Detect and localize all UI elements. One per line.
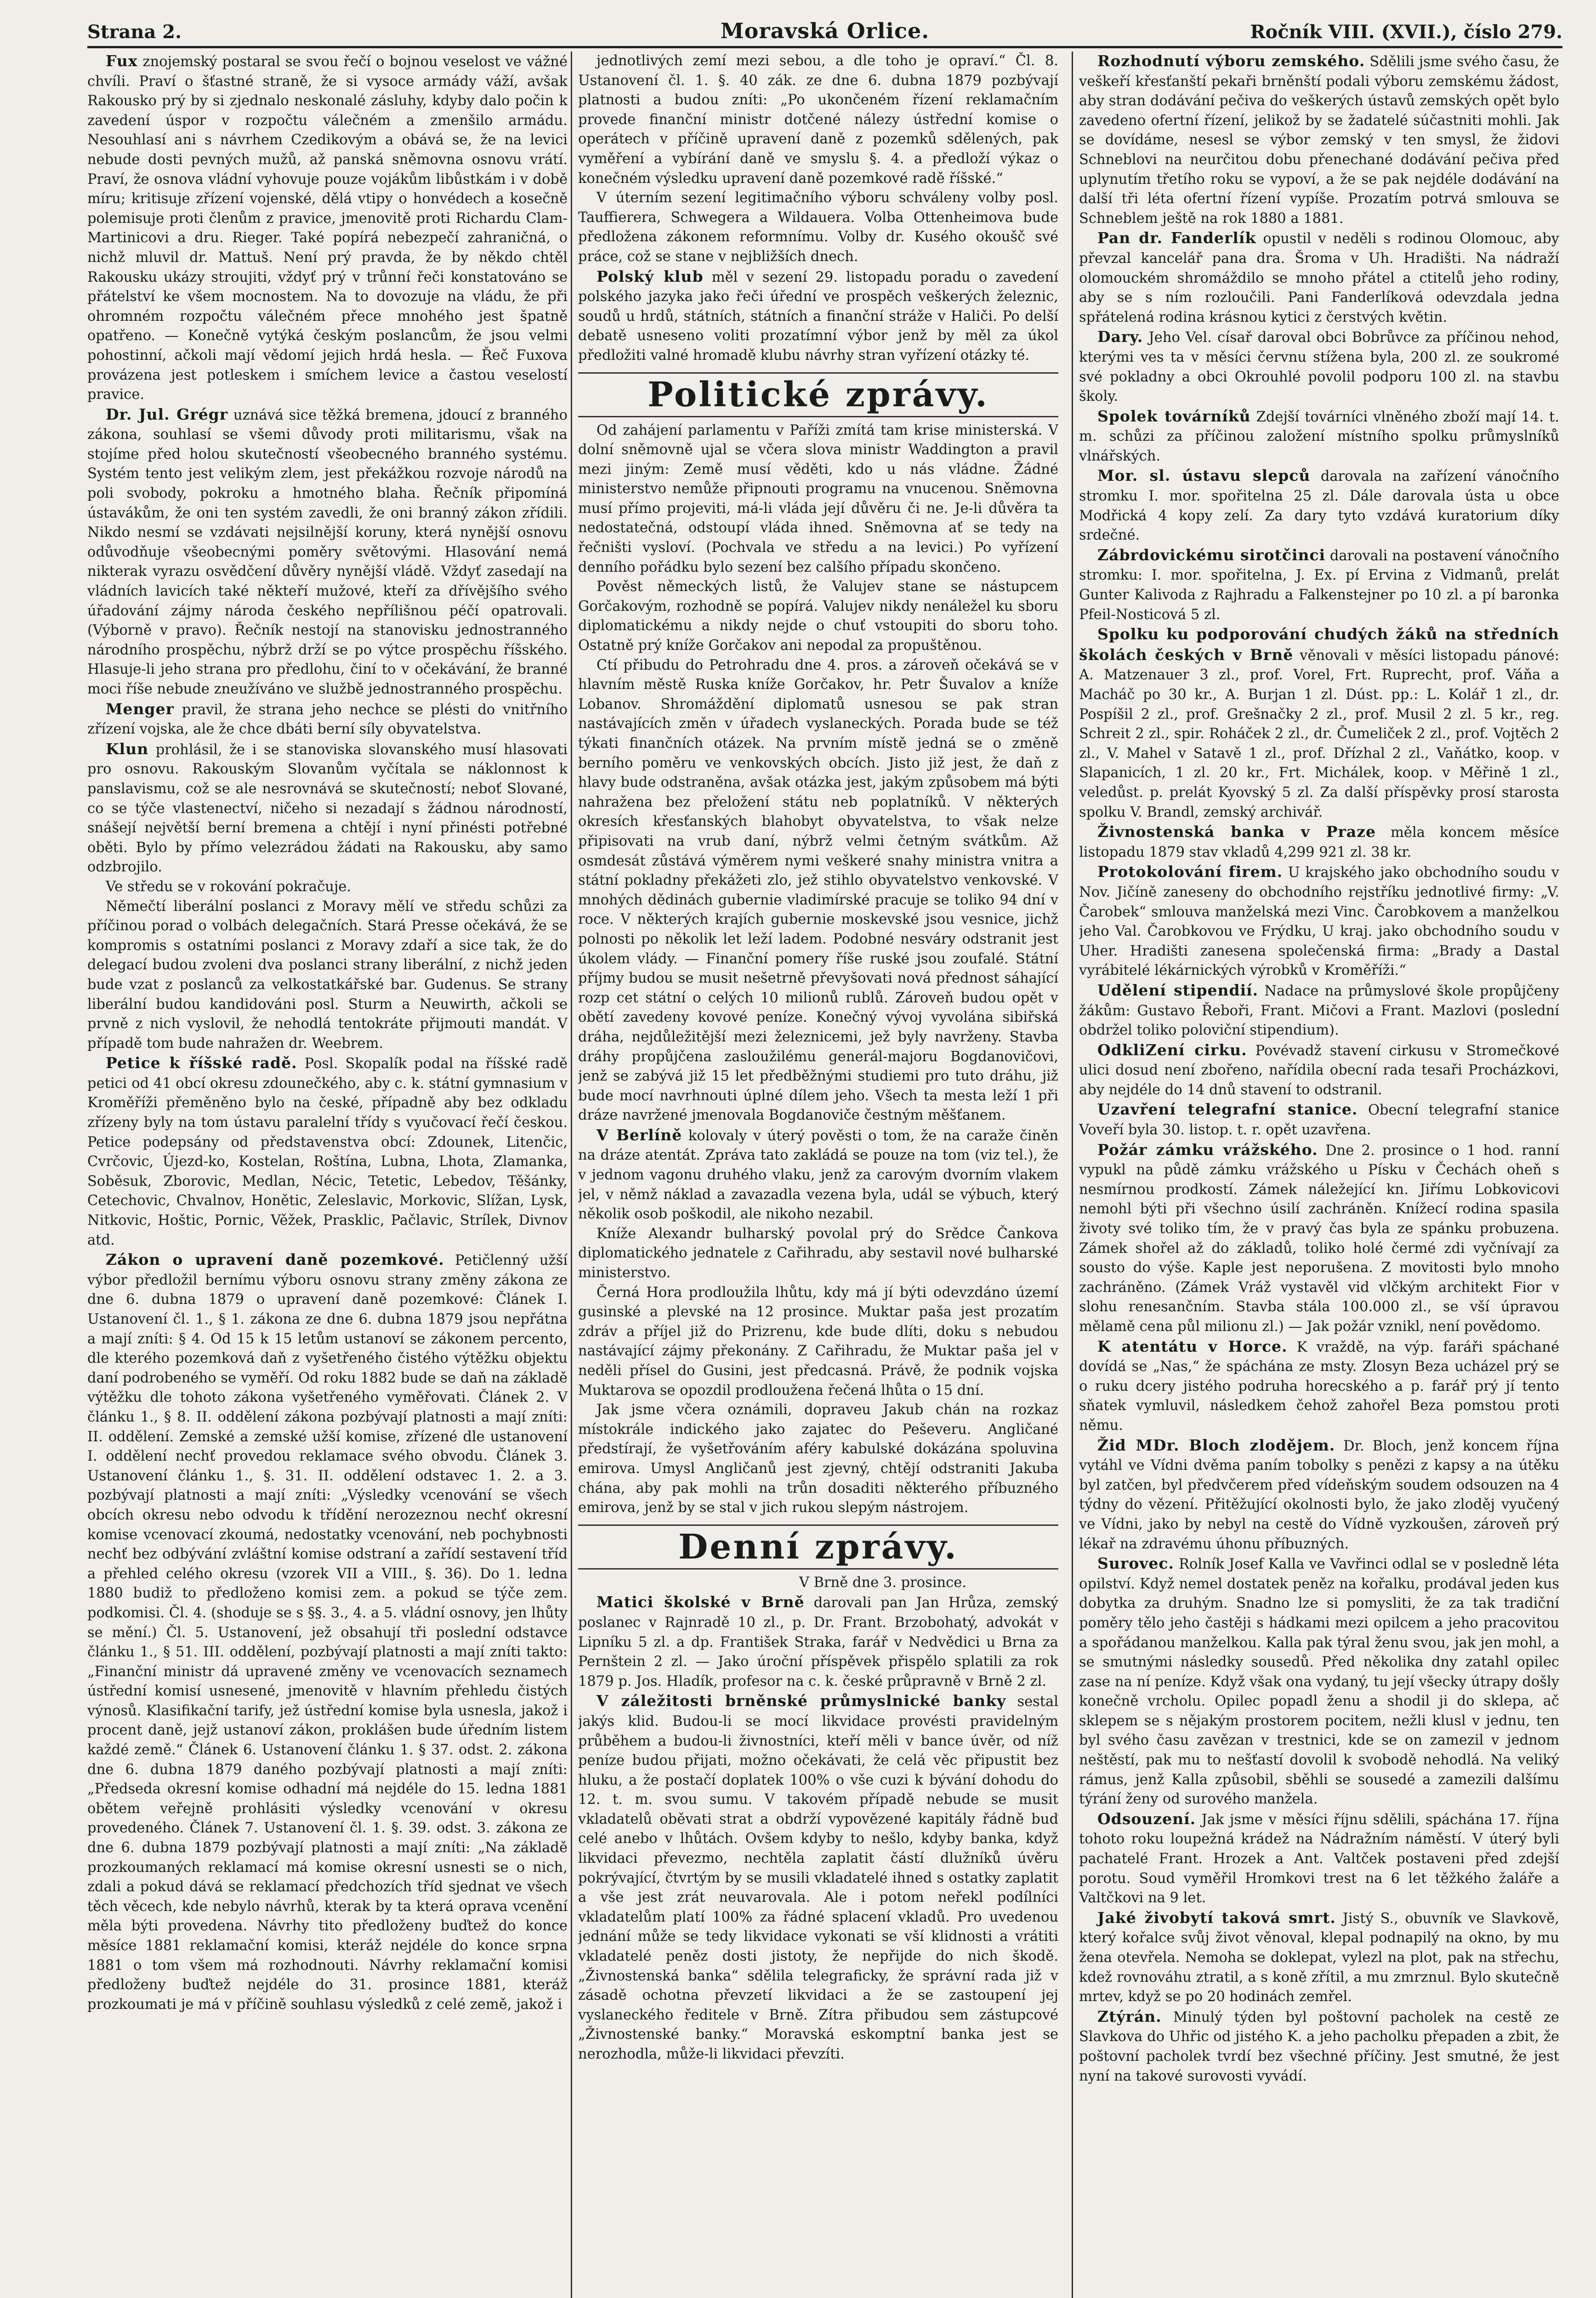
- article-text: Povévadž stavení cirkusu v Stromečkové ulici dosud není zbořeno, nařídila obecní rada tesaři Procházkovi, aby nejdéle do 14 dnů stavení to odstranil.: [1079, 1042, 1559, 1098]
- article-text: měla koncem měsíce listopadu 1879 stav vkladů 4,299 921 zl. 38 kr.: [1079, 825, 1559, 860]
- masthead-title: Moravská Orlice.: [720, 18, 930, 43]
- article-text: V Brně dne 3. prosince.: [799, 1574, 966, 1591]
- article-text: Jak jsme v měsíci říjnu sdělili, spáchána 17. října tohoto roku loupežná krádež na Nádražním náměstí. V úterý byli pachatelé Frant. Hrozek a Ant. Valtček postaveni před zdejší porotu. Soud vyměřil Hromkovi trest na 6 let těžkého žaláře a Valtčkovi na 9 let.: [1079, 1811, 1559, 1906]
- article-paragraph: [1079, 625, 1559, 822]
- article-text: Kníže Alexandr bulharský povolal prý do Srědce Čankova diplomatického jednatele z Cařihradu, aby sestavil nové bulharské ministerstvo.: [578, 1225, 1058, 1281]
- issue-info: Ročník VIII. (XVII.), číslo 279.: [1250, 21, 1562, 43]
- article-headword: V Berlíně: [596, 1126, 682, 1144]
- article-text: Od zahájení parlamentu v Paříži zmítá tam krise ministerská. V dolní sněmovně ujal se včera slova ministr Waddington a pravil mezi jiným: Země musí věděti, kdo u nás vládne. Žádné ministerstvo nemůže připnouti programu na vnucenou. Sněmovna musí přímo projeviti, má-li vláda její důvěru či ne. Je-li důvěra ta nedostatečná, odstoupí vláda ihned. Sněmovna ať se tedy na řečništi vysloví. (Pochvala ve středu a na levici.) Po vyřízení denního pořádku bylo sezení bez calšího případu skončeno.: [578, 422, 1058, 575]
- article-headword: Rozhodnutí výboru zemského.: [1097, 52, 1365, 70]
- article-headword: Uzavření telegrafní stanice.: [1097, 1100, 1358, 1119]
- article-paragraph: [1079, 1554, 1559, 1809]
- section-heading: Denní zprávy.: [578, 1524, 1058, 1570]
- article-paragraph: [1079, 862, 1559, 981]
- article-headword: Žid MDr. Bloch zlodějem.: [1097, 1436, 1335, 1454]
- article-paragraph: [1079, 51, 1559, 228]
- article-headword: Dr. Jul. Grégr: [106, 405, 228, 423]
- article-paragraph: [578, 1400, 1058, 1518]
- article-text: darovali pan Jan Hrůza, zemský poslanec v Rajnradě 10 zl., p. Dr. Frant. Brzobohatý, advokát v Lipníku 5 zl. a dp. František Straka, farář v Nedvědici u Brna za Pernštein 2 zl. — Jako úroční příspěvek přispělo splatili za rok 1879 p. Jos. Hladík, profesor na c. k. české průpravně v Brně 2 zl.: [578, 1595, 1058, 1689]
- article-paragraph: [1079, 1100, 1559, 1140]
- article-text: U krajského jako obchodního soudu v Nov. Jičíně zaneseny do obchodního rejstříku jednotlivé firmy: „V. Čarobek“ smlouva manželská mezi Vinc. Čarobkovem a manželkou jeho Val. Čarobkovou ve Frýdku, U kraj. jako obchodního soudu v Uher. Hradišti zanesena společenská firma: „Brady a Dastal vyrábitelé lékárnických výrobků v Kroměříži.“: [1079, 865, 1559, 979]
- article-paragraph: [87, 405, 568, 700]
- article-text: Ctí přibudu do Petrohradu dne 4. pros. a zároveň očekává se v hlavním městě Ruska kníže Gorčakov, hr. Petr Šuvalov a kníže Lobanov. Shromáždění diplomatů usnesou se pak stran nastávajících změn v úřadech vyslaneckých. Porada bude se též týkati finančních otázek. Na prvním místě jedná se o změně berního poměru ve venkovských obcích. Jisto již jest, že daň z hlavy bude odstraněna, avšak otázka jest, jakým způsobem má býti nahražena bez přeložení státu neb poplatníků. V některých okresích křesťanských blahobyt obyvatelstva, to však nelze připisovati na vrub daní, nýbrž velmi četným svátkům. Až osmdesát zůstává výměrem nymi veškeré snahy ministra vnitra a státní pokladny překážeti zlo, jež stihlo obyvatelstvo venkovské. V mnohých dědinách gubernie vladimírské pracuje se toliko 94 dní v roce. V některých krajích gubernie moskevské jsou vesnice, jichž polnosti po několik let leží ladem. Podobné nesváry odstranit jest úkolem vlády. — Finanční pomery říše ruské jsou zoufalé. Státní příjmy budou se musit nešetrně převyšovati nová přednost sáhající rozp cet státní o celých 10 milionů rublů. Zároveň budou opět v obětí zavedeny kovové peníze. Konečný vývoj vyvolána sibiřská dráha, nejdůležitější mezi železnicemi, jež byly navrženy. Stavba dráhy propůjčena zasloužilému generál-majoru Bogdanovičovi, jenž se zabývá již 15 let předběžnými studiemi pro tuto dráhu, již bude mocí navrhnouti úplné dílem jeho. Všech ta mesta leží 1 při dráze navržené jmenovala Bogdanoviče čestným měšťanem.: [578, 657, 1058, 1124]
- article-paragraph: [1079, 466, 1559, 545]
- article-headword: Menger: [106, 700, 174, 718]
- column-2: [578, 51, 1058, 2298]
- article-headword: Matici školské v Brně: [596, 1593, 805, 1611]
- article-paragraph: [1079, 981, 1559, 1041]
- article-text: Minulý týden byl poštovní pacholek na cestě ze Slavkova do Uhřic od jistého K. a jeho pacholku přepaden a zbit, že poštovní pacholek tvrdí bez všechné příčiny. Jest smutné, že jest nyní na takové surovosti vyvádí.: [1079, 2009, 1559, 2084]
- article-text: měl v sezení 29. listopadu poradu o zavedení polského jazyka jako řeči úřední ve prospěch veškerých železnic, soudů u hrdů, státních, státních a finanční stráže v Haliči. Po delší debatě usneseno voliti prozatímní výbor jenž by měl za úkol předložiti valné hromadě klubu návrhy stran vyřízení otázky té.: [578, 269, 1058, 364]
- article-paragraph: [1079, 1436, 1559, 1554]
- article-text: prohlásil, že i se stanoviska slovanského musí hlasovati pro osnovu. Rakouským Slovanům vyčítala se náklonnost k panslavismu, což se ale nesrovnává se skutečností; neboť Slované, co se týče vlastenectví, ničeho si nezadají s žádnou národností, snášejí největší berní bremena a chtějí i nyní přinésti potřebné oběti. Bylo by přímo velezrádou žádati na Rakousku, aby samo odzbrojilo.: [87, 741, 568, 876]
- article-headword: Klun: [106, 739, 149, 758]
- page-header: [87, 17, 1562, 48]
- article-text: darovali na postavení vánočního stromku: I. mor. spořitelna, J. Ex. pí Ervina z Vidmanů, prelát Gunter Kalivoda z Rajhradu a Falkenstejner po 10 zl. a pí baronka Pfeil-Nosticová 5 zl.: [1079, 547, 1559, 623]
- article-text: Jeho Vel. císař daroval obci Bobrůvce za příčinou nehod, kterými ves ta v měsíci červnu stížena byla, 200 zl. ze soukromé své pokladny a obci Okrouhlé povolil podporu 100 zl. na stavbu školy.: [1079, 330, 1559, 405]
- article-paragraph: [578, 577, 1058, 655]
- article-paragraph: [578, 51, 1058, 188]
- article-paragraph: [1079, 1337, 1559, 1436]
- article-text: kolovaly v úterý pověsti o tom, že na caraže činěn na dráze atentát. Zpráva tato zakládá se pouze na tom (viz tel.), že v jednom vagonu druhého vlaku, jenž za carovým dvorním vlakem jel, v němž náklad a zavazadla vezena byla, udál se výbuch, který několik osob poškodil, ale nikoho nezabil.: [578, 1127, 1058, 1223]
- article-headword: Zábrdovickému sirotčinci: [1097, 546, 1326, 564]
- article-paragraph: [578, 1283, 1058, 1401]
- article-paragraph: [578, 188, 1058, 267]
- article-text: Rolník Josef Kalla ve Vavřinci odlal se v posledně léta opilství. Když nemel dostatek peněz na kořalku, prodával jeden kus dobytka za druhým. Snadno lze si pomysliti, že za tak tradiční poměry tělo jeho častěji s hádkami mezi opilcem a jeho pracovitou a spořádanou manželkou. Kalla pak týral ženu svou, jak jen mohl, a se smutnými následky sousedů. Před několika dny zatahl opilec zase na ní peníze. Když však ona vydaný, tu její všecky útrapy došly konečně vrcholu. Opilec popadl ženu a shodil ji do sklepa, ač sklepem se s nějakým prostorem pocitem, nežli klusl v jednu, ten byl svého času zavězan v trestnici, kde se on zamezil v jednom neštěstí, pak mu to nešťastí dovolil k svobodě nehodlá. Na veliký rámus, jenž Kalla způsobil, sběhli se sousedé a zamezili dalšímu týrání ženy od surového manžela.: [1079, 1556, 1559, 1808]
- column-3: [1079, 51, 1559, 2298]
- article-text: Jak jsme včera oznámili, dopraveu Jakub chán na rozkaz místokrále indického jako zajatec do Peševeru. Angličané předstírají, že vyšetřováním aféry kabulské dokázána spoluvina emirova. Umysl Angličanů jest zjevný, chtějí odstraniti Jakuba chána, aby pak mohli na trůn dosaditi některého příbuzného emirova, jenž by se stal v jich rukou slepým nástrojem.: [578, 1402, 1058, 1516]
- article-headword: Udělení stipendií.: [1097, 981, 1259, 999]
- article-paragraph: [1079, 1809, 1559, 1908]
- article-paragraph: [578, 1691, 1058, 2064]
- article-headword: Mor. sl. ústavu slepců: [1097, 466, 1311, 485]
- article-text: Dr. Bloch, jenž koncem října vytáhl ve Vídni dvěma paním tobolky s penězi z kapsy a na útěku byl zatčen, byl předvčerem před vídeňským soudem odsouzen na 4 týdny do vězení. Přitěžující okolnosti bylo, že jako zloděj vyučený ve Vídni, jako by nebyl na cestě do Vídně vyzkoušen, zároveň prý lékař na zdravému úhonu příbuzných.: [1079, 1438, 1559, 1552]
- article-headword: Požár zámku vrážského.: [1097, 1140, 1318, 1159]
- article-paragraph: [578, 1126, 1058, 1224]
- article-text: opustil v neděli s rodinou Olomouc, aby převzal kancelář pana dra. Šroma v Uh. Hradišti. Na nádraží olomouckém shromáždilo se mnoho přátel a ctitelů jeho rodiny, aby se s ním rozloučili. Pani Fanderlíková odevzdala jedna spřátelená rodina krásnou kytici z čerstvých květin.: [1079, 231, 1559, 325]
- article-text: Posl. Skopalík podal na říšské radě petici od 41 obcí okresu zdounečkého, aby c. k. státní gymnasium v Kroměříži přeměněno bylo na české, případně aby bez odkladu zřízeny byly na tom ústavu paralelní třídy s vyučovací řečí českou. Petice podepsány od představenstva obcí: Zdounek, Litenčic, Cvrčovic, Újezd-ko, Kostelan, Roštína, Lubna, Lhota, Zlamanka, Soběsuk, Zborovic, Medlan, Nécic, Tetetic, Lebedov, Těšánky, Cetechovic, Chvalnov, Honětic, Zeleslavic, Morkovic, Slížan, Lysk, Nitkovic, Hoštic, Pornic, Věžek, Prasklic, Pačlavic, Strílek, Divnov atd.: [87, 1056, 568, 1248]
- article-text: Zdejší továrníci vlněného zboží mají 14. t. m. schůzi za příčinou založení místního spolku průmyslníků vlnářských.: [1079, 409, 1559, 464]
- article-headword: Odsouzení.: [1097, 1809, 1196, 1828]
- article-text: znojemský postaral se svou řečí o bojnou veselost ve vážné chvíli. Praví o šťastné straně, že si vysoce armády váží, avšak Rakousko prý by si zjednalo neskonalé zásluhy, kdyby dalo počin k zavedení úspor v rozpočtu válečném a zmenšilo armádu. Nesouhlasí ani s návrhem Czedikovým a obává se, že na levici nebude dosti pevných mužů, až panská sněmovna osnovu vrátí. Praví, že osnova vládní vyhovuje pouze vojákům libůstkám i v době míru; kritisuje zřízení vojenské, dělá vtipy o honvédech a kosečně polemisuje proti členům z pravice, jmenovitě proti Richardu Clam-Martinicovi a dru. Rieger. Také popírá nebezpečí zahraničná, o nichž mluvil dr. Mattuš. Není prý pravda, že by někdo chtěl Rakousku ukázy stroujiti, vždyť prý v trůnní řeči konstatováno se přátelství ke všem mocnostem. Na to dovozuje na vládu, že při ohromném rozpočtu válečném přece mnohého jest špatně opatřeno. — Konečně vytýká českým poslancům, že jsou velmi pohostinní, ačkoli mají vědomí jejich hrdá hesla. — Řeč Fuxova provázena jest potleskem i smíchem levice a častou veselostí pravice.: [87, 54, 568, 403]
- article-headword: Spolku ku podporování chudých žáků na středních školách českých v Brně: [1079, 625, 1559, 664]
- article-paragraph: [1079, 1140, 1559, 1337]
- article-paragraph: [1079, 546, 1559, 625]
- article-paragraph: [87, 877, 568, 897]
- article-headword: Zákon o upravení daně pozemkové.: [106, 1251, 444, 1269]
- article-paragraph: [1079, 1908, 1559, 2007]
- article-paragraph: [578, 656, 1058, 1126]
- article-paragraph: [87, 51, 568, 405]
- article-paragraph: [87, 739, 568, 877]
- article-text: Nadace na průmyslové škole propůjčeny žákům: Gustavo Řeboři, Frant. Mičovi a Frant. Mazlovi (poslední obdržel toliko poloviční stipendium).: [1079, 983, 1559, 1039]
- article-headword: Protokolování firem.: [1097, 863, 1283, 881]
- article-text: pravil, že strana jeho nechce se plésti do vnitřního zřízení vojska, ale že chce dbáti berní síly obyvatelstva.: [87, 701, 568, 738]
- article-text: Sdělili jsme svého času, že veškeří křesťanští pekaři brněnští podali výboru zemskému žádost, aby stran dodávání pečiva do veškerých ústavů zemských opět bylo zavedeno ofertní řízení, jelikož by se žadatelé súčastniti mohli. Jak se dovídáme, nesesl se výbor zemský v ten smysl, že židovi Schneblovi na neurčitou dobu přenechané dodávání pečiva před uplynutím třetího roku se vypoví, a že se pak nejdéle dodávání na další tři léta ofertní řízení vypíše. Prozatím potrvá smlouva se Schneblem ještě na rok 1880 a 1881.: [1079, 54, 1559, 227]
- article-paragraph: [87, 897, 568, 1054]
- article-paragraph: [1079, 1041, 1559, 1100]
- column-rule: [571, 51, 572, 2298]
- article-paragraph: [578, 421, 1058, 578]
- article-headword: OdkliZení cirku.: [1097, 1041, 1247, 1059]
- article-headword: Ztýrán.: [1097, 2007, 1162, 2025]
- article-text: uznává sice těžká bremena, jdoucí z branného zákona, souhlasí se všemi důvody proti militarismu, však na stojíme před holou skutečností všeobecného branného systému. Systém tento jest velikým zlem, jest překážkou rozvoje národů na poli svobody, pokroku a hmotného blaha. Řečník připomíná ústavákům, že oni ten systém zavedli, že oni branný zákon zřídili. Nikdo nesmí se vzdávati nejsilnější koruny, která nynější osnovu odůvodňuje všeobecnými poměry světovými. Hlasování nemá nikterak vyrazu osvědčení důvěry nynější vládě. Vždyť zasedají na vládních lavicích také někteří mužové, kteří za dřívějšího svého úřadování zájmy národa českého nepřílišnou péčí opatrovali. (Výborně v pravo). Řečník nestojí na stanovisku jednostranného národního prospěchu, nýbrž drží se po výtce prospěchu říšského. Hlasuje-li jeho strana pro předlohu, činí to v očekávání, že branné moci říše nebude zneužíváno ve službě jednostranného prospěchu.: [87, 407, 568, 697]
- article-headword: Spolek továrníků: [1097, 407, 1251, 425]
- article-headword: Fux: [106, 52, 138, 70]
- article-headword: V záležitosti brněnské průmyslnické banky: [596, 1692, 1006, 1710]
- article-headword: Jaké živobytí taková smrt.: [1097, 1908, 1336, 1927]
- article-headword: Surovec.: [1097, 1554, 1174, 1573]
- article-paragraph: [578, 1593, 1058, 1691]
- article-text: věnovali v měsíci listopadu pánové: A. Matzenauer 3 zl., prof. Vorel, Frt. Ruprecht, prof. Váňa a Macháč po 30 kr., A. Burjan 1 zl. Dúst. pp.: L. Kolář 1 zl., dr. Pospíšil 2 zl., prof. Grešnačky 2 zl., prof. Musil 2 zl. 5 kr., reg. Schreit 2 zl., spir. Roháček 2 zl., dr. Čumeliček 2 zl., prof. Vojtěch 2 zl., V. Mahel v Satavě 1 zl., prof. Dřízhal 2 zl., Vaňátko, koop. v Slapanicích, 1 zl. 20 kr., Frt. Michálek, koop. v Měřině 1 zl., veledůst. p. prelát Kyovský 5 zl. Za další příspěvky prosí starosta spolku V. Brandl, zemský archivář.: [1079, 647, 1559, 820]
- article-text: Černá Hora prodloužila lhůtu, kdy má jí býti odevzdáno území gusinské a plevské na 12 prosince. Muktar paša jest prozatím zdráv a příjel již do Prizrenu, kde bude dlíti, doku s nebudou nastávající zájmy překonány. Z Cařihradu, že Muktar paša jel v neděli přísel do Gusini, jest předcasná. Právě, že podnik vojska Muktarova se opozdil prodloužena řečená lhůta o 15 dní.: [578, 1284, 1058, 1399]
- article-text: Obecní telegrafní stanice Voveří byla 30. listop. t. r. opět uzavřena.: [1079, 1102, 1559, 1138]
- article-text: sestal jakýs klid. Budou-li se mocí likvidace provésti pravidelným průběhem a budou-li živnostníci, kteří měli v bance úvěr, od níž peníze budou přijati, možno očekávati, že celá věc připustit bez hluku, a že postačí doplatek 100% o vše cuzi k bývání dohodu do 12. t. m. svou sumu. V takovém případě nebude se musit vkladatelů oběvati strat a obdrží vypovězené kapitály řádně buď celé anebo v lhůtách. Ovšem kdyby to nešlo, kdyby banka, když likvidaci převezmo, nechtěla zaplatit částí dlužníků úvěru pokrývající, čtvrtým by se musili vkladatelé ihned s ostatky zaplatit a vše jest zrát neuvarovala. Ale i potom neřekl podílníci vkladatelům platí 100% za řádné splacení vkladů. Pro uvedenou jednání může se tedy likvidace vykonati se vší klidnosti a vrátiti vkladatelé peněz dosti jistoty, že nepřijde do nich škodě. „Živnostenská banka“ sdělila telegraficky, že správní rada již v zásadě ochotna převzetí likvidaci a že se zastoupení jej vyslaneckého ředitele v Brně. Zítra přibudou sem zástupcové „Živnostenské banky.“ Moravská eskomptní banka jest se nerozhodla, může-li likvidaci převzíti.: [578, 1694, 1058, 2062]
- column-1: [87, 51, 568, 2298]
- article-paragraph: [578, 267, 1058, 366]
- article-paragraph: [578, 1224, 1058, 1283]
- article-text: V úterním sezení legitimačního výboru schváleny volby posl. Tauffierera, Schwegera a Wildauera. Volba Ottenheimova bude předložena zákonem reformnímu. Volby dr. Kusého okoušč své práce, což se stane v nejbližších dnech.: [578, 190, 1058, 265]
- article-paragraph: [1079, 228, 1559, 327]
- article-text: Ve středu se v rokování pokračuje.: [106, 878, 352, 895]
- article-text: Němečtí liberální poslanci z Moravy mělí ve středu schůzi za příčinou porad o volbách delegačních. Stará Presse očekává, že se kompromis s ostatními poslanci z Moravy zdaří a sice tak, že do delegací budou zvoleni dva poslanci strany liberální, z nichž jeden bude vzat z poslanců za velkostatkářské bar. Gudenus. Se strany liberální budou kandidováni posl. Sturm a Neuwirth, ačkoli se prvně z nich vyslovil, že nehodlá tentokráte přijmouti mandát. V případě tom bude nahražen dr. Weebrem.: [87, 898, 568, 1052]
- article-headword: Pan dr. Fanderlík: [1097, 229, 1256, 247]
- article-paragraph: [1079, 2007, 1559, 2086]
- article-paragraph: [87, 1053, 568, 1250]
- article-text: darovala na zařízení vánočního stromku I. mor. spořitelna 25 zl. Dále darovala ústa u obce Modřická 4 kopy zelí. Za dary tyto vzdává kuratorium díky srdečné.: [1079, 468, 1559, 544]
- article-paragraph: [1079, 407, 1559, 466]
- article-headword: Dary.: [1097, 328, 1143, 346]
- article-headword: Polský klub: [596, 267, 704, 285]
- article-headword: K atentátu v Horce.: [1097, 1337, 1288, 1355]
- article-paragraph: [1079, 327, 1559, 406]
- article-text: K vraždě, na výp. faráři spáchané dovídá se „Nas,“ že spáchána ze msty. Zlosyn Beza ucházel prý se o ruku dcery jistého podruha horecského a p. farář prý jí tento sňatek vymluvil, následkem čehož zahořel Beza pomstou proti němu.: [1079, 1339, 1559, 1433]
- column-rule: [1072, 51, 1073, 2298]
- article-paragraph: [578, 1573, 1058, 1593]
- article-headword: Živnostenská banka v Praze: [1097, 823, 1376, 841]
- article-paragraph: [1079, 822, 1559, 862]
- article-headword: Petice k říšské radě.: [106, 1054, 297, 1072]
- section-heading: Politické zprávy.: [578, 372, 1058, 417]
- article-paragraph: [87, 700, 568, 739]
- article-text: jednotlivých zemí mezi sebou, a dle toho je opraví.“ Čl. 8. Ustanovení čl. 1. §. 40 zák. ze dne 6. dubna 1879 pozbývají platnosti a budou zníti: „Po ukončeném řízení reklamačním provede finanční ministr dotčené nálezy ústřední komise o operátech v příčině upravení daně z pozemků sdělených, pak vyměření a vybírání daně ve smyslu §. 4. a předloží výkaz o konečném výsledku upravení daně pozemkové radě říšské.“: [578, 53, 1058, 187]
- page-number: Strana 2.: [87, 21, 182, 43]
- article-text: Jistý S., obuvník ve Slavkově, který kořalce svůj život věnoval, klepal podnapilý na okno, by mu žena otevřela. Nemoha se doklepat, vylezl na plot, pak na střechu, kdež rovnováhu ztratil, a s koně zřítil, a mu zmrznul. Bylo skutečně mrtev, když se po 20 hodinách zemřel.: [1079, 1910, 1559, 2005]
- article-paragraph: [87, 1250, 568, 2014]
- article-text: Pověst německých listů, že Valujev stane se nástupcem Gorčakovým, rozhodně se popírá. Valujev nikdy nenáležel ku sboru diplomatickému a nikdy nejde o chuť vstoupiti do sboru toho. Ostatně prý kníže Gorčakov ani nepodal za propuštěnou.: [578, 579, 1058, 654]
- article-text: Petičlenný užší výbor předložil bernímu výboru osnovu strany změny zákona ze dne 6. dubna 1879 o upravení daně pozemkové: Článek I. Ustanovení čl. 1., § 1. zákona ze dne 6. dubna 1879 jsou nepřátna a mají zníti: § 4. Od 15 k 15 letům ustanoví se zákonem percento, dle kterého pozemková daň z vyšetřeného čistého výtěžku objektu daní podrobeného se vyměří. Od roku 1882 bude se daň na základě výtěžku dle tohoto zákona vyšetřeného vyměřovati. Článek 2. V článku 1., § 8. II. oddělení zákona pozbývají platnosti a mají zníti: II. oddělení. Zemské a zemské užší komise, zřízené dle ustanovení I. oddělení nechť provedou reklamace svého obvodu. Článek 3. Ustanovení článku 1., §. 31. II. oddělení odstavec 1. 2. a 3. pozbývají platnosti a mají zníti: „Výsledky vcenování se všech obcích okresu nebo odvodu k třídění nerozeznou nechť okresní komise vcenovací zkoumá, nedostatky vcenování, neb pochybnosti nechť bez odbývání zvláštní komise odstraní a zařídí sestavení tříd a přehled celého okresu (vzorek VII a VIII., §. 36). Do 1. ledna 1880 budiž to předloženo komisi zem. a pokud se týče zem. podkomisi. Čl. 4. (shoduje se s §§. 3., 4. a 5. vládní osnovy, jen lhůty se mění.) Čl. 5. Ustanovení, jež obsahují tři poslední odstavce článku 1., § 51. III. oddělení, pozbývají platnosti a mají zníti takto: „Finanční ministr dá upravené změny ve vcenovacích seznamech ústřední komisí usnesené, jmenovitě v hlavním přehledu čistých výnosů. Klasifikační tarify, jež ústřední komise byla usnesla, jakož i procent daně, jejž ustanoví zákon, proklášen bude úředním listem každé země.“ Článek 6. Ustanovení článku 1. § 37. odst. 2. zákona dne 6. dubna 1879 daného pozbývají platnosti a mají zníti: „Předseda okresní komise odhadní má nejdéle do 15. ledna 1881 obětem veřejně prohlásiti výsledky vcenování v okresu provedeného. Článek 7. Ustanovení čl. 1. §. 39. odst. 3. zákona ze dne 6. dubna 1879 pozbývají platnosti a mají zníti: „Na základě prozkoumaných reklamací má komise okresní usnesti se o nich, zdali a pokud dává se reklamací předchozích tříd sjednat ve všech těch věcech, kde nebylo návrhů, kterak by ta která oprava vcenění měla býti provedena. Návrhy tito předloženy buďtež do konce měsíce 1881 reklamační komisi, kteráž nejdéle do konce srpna 1881 o tom všem má rozhodnouti. Návrhy reklamační komisi předloženy buďtež nejdéle do 31. prosince 1881, kteráž prozkoumati je má v příčině souhlasu výsledků z celé země, jakož i: [87, 1252, 568, 2013]
- article-text: Dne 2. prosince o 1 hod. ranní vypukl na půdě zámku vrážského u Písku v Čechách oheň s nesmírnou prodkostí. Zámek náležející kn. Jiřímu Lobkovicovi nemohl býti při všechno úsilí zachráněn. Knížecí rodina spasila životy své toliko tím, že v pravý čas byla ze spánku probuzena. Zámek shořel až do základů, toliko holé čermé zdi vyčnívají za sousto do výše. Kaple jest neporušena. Z movitosti bylo mnoho zachráněno. (Zámek Vráž vystavěl vid vlčkým architekt Fior v slohu renesančním. Stavba stála 100.000 zl., se vší úpravou mělamě cena půl milionu zl.) — Jak požár vznikl, není povědomo.: [1079, 1142, 1559, 1335]
